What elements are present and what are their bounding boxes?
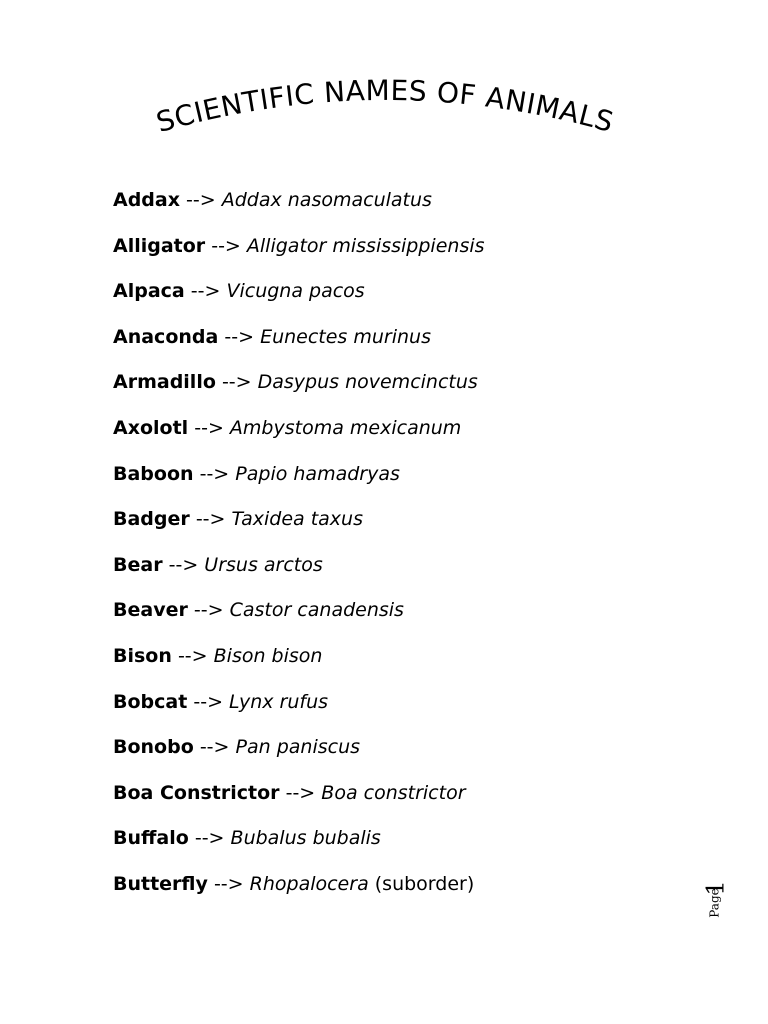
animal-list [113, 186, 485, 916]
scientific-name: Bubalus bubalis [230, 827, 381, 850]
arrow-separator: --> [213, 872, 244, 895]
scientific-name: Lynx rufus [229, 690, 329, 713]
animal-entry [113, 505, 485, 551]
arrow-separator: --> [168, 553, 199, 576]
common-name: Butterfly [113, 872, 208, 895]
common-name: Axolotl [113, 416, 189, 439]
common-name: Bonobo [113, 736, 194, 759]
scientific-name: Dasypus novemcinctus [257, 371, 478, 394]
common-name: Alligator [113, 234, 206, 257]
page-title-text [153, 74, 618, 139]
scientific-name: Papio hamadryas [235, 462, 400, 485]
taxon-note: (suborder) [374, 872, 475, 895]
animal-entry [113, 688, 485, 734]
arrow-separator: --> [193, 599, 224, 622]
arrow-separator: --> [285, 781, 316, 804]
arrow-separator: --> [193, 690, 223, 713]
arrow-separator: --> [194, 827, 225, 850]
scientific-name: Addax nasomaculatus [221, 189, 432, 211]
common-name: Badger [113, 508, 190, 531]
scientific-name: Boa constrictor [321, 781, 466, 804]
scientific-name: Alligator mississippiensis [246, 234, 485, 257]
animal-entry [113, 186, 485, 232]
common-name: Buffalo [113, 827, 189, 850]
animal-entry [113, 323, 485, 369]
page-title-path: SCIENTIFIC NAMES OF ANIMALS [152, 73, 618, 139]
common-name: Bison [113, 644, 172, 667]
page-title [120, 70, 650, 160]
common-name: Addax [113, 189, 180, 211]
arrow-separator: --> [224, 325, 255, 348]
scientific-name: Castor canadensis [229, 599, 404, 622]
animal-entry [113, 460, 485, 506]
common-name: Boa Constrictor [113, 781, 280, 804]
animal-entry [113, 277, 485, 323]
scientific-name: Bison bison [213, 644, 323, 667]
animal-entry [113, 368, 485, 414]
arrow-separator: --> [190, 280, 221, 303]
animal-entry [113, 414, 485, 460]
arrow-separator: --> [186, 189, 216, 211]
arrow-separator: --> [221, 371, 252, 394]
arrow-separator: --> [211, 234, 241, 257]
common-name: Beaver [113, 599, 188, 622]
animal-entry [113, 596, 485, 642]
scientific-name: Vicugna pacos [226, 280, 365, 303]
arrow-separator: --> [199, 736, 230, 759]
arrow-separator: --> [177, 644, 208, 667]
animal-entry [113, 824, 485, 870]
arrow-separator: --> [199, 462, 230, 485]
scientific-name: Eunectes murinus [260, 325, 431, 348]
page-number-digit: 1 [701, 880, 730, 896]
page-number-label: Page [707, 888, 722, 918]
common-name: Baboon [113, 462, 194, 485]
scientific-name: Ambystoma mexicanum [229, 416, 462, 439]
page-number [701, 874, 736, 924]
common-name: Bear [113, 553, 163, 576]
animal-entry [113, 733, 485, 779]
animal-entry [113, 779, 485, 825]
arrow-separator: --> [194, 416, 224, 439]
animal-entry [113, 870, 485, 916]
common-name: Alpaca [113, 280, 185, 303]
scientific-name: Pan paniscus [235, 736, 361, 759]
arrow-separator: --> [195, 508, 226, 531]
animal-entry [113, 232, 485, 278]
common-name: Bobcat [113, 690, 188, 713]
scientific-name: Ursus arctos [204, 553, 323, 576]
animal-entry [113, 642, 485, 688]
scientific-name: Rhopalocera [249, 872, 369, 895]
common-name: Anaconda [113, 325, 219, 348]
animal-entry [113, 551, 485, 597]
scientific-name: Taxidea taxus [231, 508, 363, 531]
common-name: Armadillo [113, 371, 216, 394]
